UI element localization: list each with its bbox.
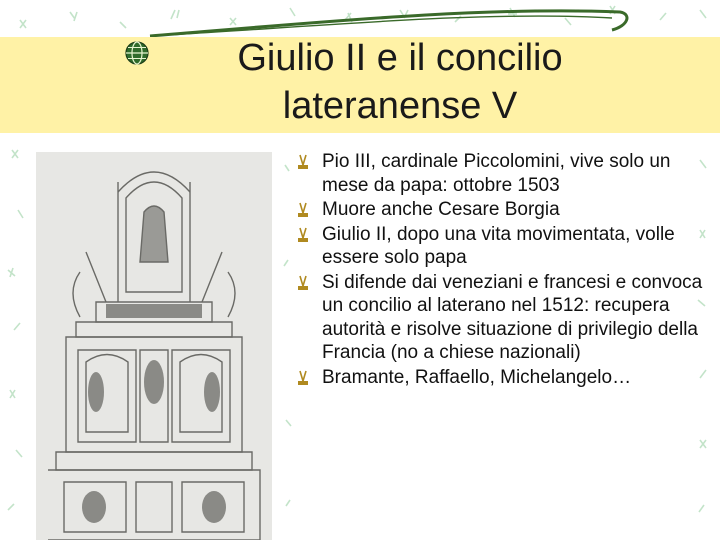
bullet-text: Pio III, cardinale Piccolomini, vive solo un mese da papa: ottobre 1503 — [322, 151, 671, 196]
list-item — [296, 223, 706, 270]
bullet-text: Muore anche Cesare Borgia — [322, 199, 560, 220]
bullet-list — [296, 150, 706, 390]
bullet-text: Si difende dai veneziani e francesi e convoca un concilio al laterano nel 1512: recupera autorità e risolve situazione di privilegio della Francia (no a chiese nazionali) — [322, 271, 703, 363]
bullet-icon — [296, 369, 310, 387]
bullet-text: Bramante, Raffaello, Michelangelo… — [322, 366, 632, 388]
bullet-text: Giulio II, dopo una vita movimentata, volle essere solo papa — [322, 223, 675, 268]
list-item — [296, 198, 706, 222]
bullet-icon — [296, 201, 310, 219]
tomb-drawing-image — [36, 152, 272, 540]
list-item — [296, 366, 706, 390]
bullet-icon — [296, 153, 310, 171]
slide-title: Giulio II e il concilio lateranense V — [237, 37, 563, 127]
globe-icon — [124, 40, 150, 66]
bullet-icon — [296, 226, 310, 244]
list-item — [296, 271, 706, 365]
bullet-icon — [296, 274, 310, 292]
list-item — [296, 150, 706, 197]
